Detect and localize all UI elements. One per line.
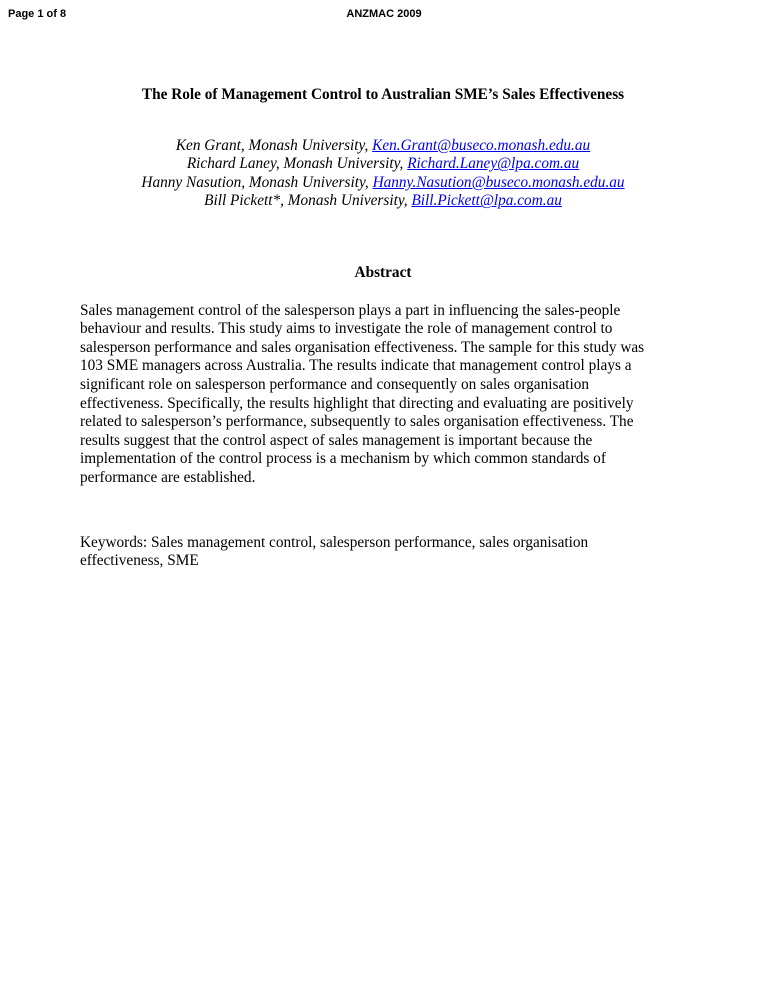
author-name-affiliation: Bill Pickett*, Monash University, [204, 192, 412, 210]
abstract-line: 103 SME managers across Australia. The results indicate that management control plays a [80, 357, 632, 375]
keywords-line: Keywords: Sales management control, salesperson performance, sales organisation [80, 533, 589, 551]
page-header [0, 8, 768, 24]
abstract-line: effectiveness. Specifically, the results highlight that directing and evaluating are positively [80, 394, 634, 412]
abstract-line: significant role on salesperson performance and consequently on sales organisation [80, 375, 590, 393]
keywords [80, 534, 686, 571]
abstract-line: results suggest that the control aspect of sales management is important because the [80, 431, 593, 449]
abstract-heading: Abstract [354, 263, 412, 281]
author-line [80, 155, 686, 174]
author-line [80, 174, 686, 193]
abstract-line: salesperson performance and sales organisation effectiveness. The sample for this study was [80, 338, 645, 356]
paper-content [80, 86, 686, 571]
author-name-affiliation: Ken Grant, Monash University, [175, 136, 373, 154]
author-name-affiliation: Richard Laney, Monash University, [186, 155, 408, 173]
abstract-line: performance are established. [80, 468, 256, 486]
author-list [80, 137, 686, 211]
abstract-line: Sales management control of the salesperson plays a part in influencing the sales-people [80, 301, 621, 319]
author-email-link[interactable]: Richard.Laney@lpa.com.au [407, 155, 580, 173]
author-email-link[interactable]: Ken.Grant@buseco.monash.edu.au [372, 136, 591, 154]
author-name-affiliation: Hanny Nasution, Monash University, [141, 173, 373, 191]
author-line [80, 137, 686, 156]
page-indicator: Page 1 of 8 [8, 8, 67, 20]
paper-title: The Role of Management Control to Australian SME’s Sales Effectiveness [141, 86, 625, 103]
keywords-line: effectiveness, SME [80, 552, 199, 570]
author-line [80, 192, 686, 211]
author-email-link[interactable]: Bill.Pickett@lpa.com.au [411, 192, 562, 210]
abstract-line: behaviour and results. This study aims to investigate the role of management control to [80, 320, 613, 338]
abstract-line: implementation of the control process is a mechanism by which common standards of [80, 450, 606, 468]
abstract-line: related to salesperson’s performance, subsequently to sales organisation effectiveness. The [80, 413, 634, 431]
author-email-link[interactable]: Hanny.Nasution@buseco.monash.edu.au [372, 173, 625, 191]
abstract-body [80, 302, 686, 488]
conference-name: ANZMAC 2009 [346, 8, 422, 20]
